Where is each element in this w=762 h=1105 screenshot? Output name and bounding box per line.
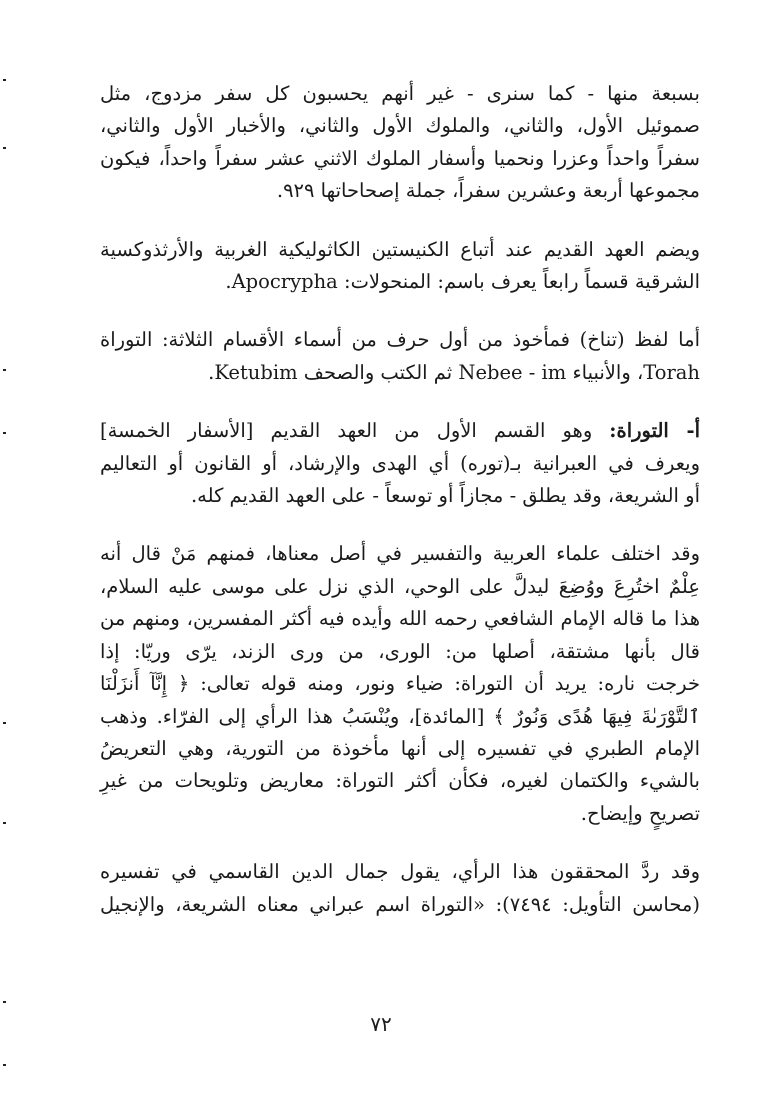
- text-line: الشرقية قسماً رابعاً يعرف باسم: المنحولات: Apocrypha.: [225, 270, 700, 294]
- text-line: (محاسن التأويل: ٧٤٩٤): «التوراة اسم عبراني معناه الشريعة، والإنجيل: [100, 892, 700, 916]
- paragraph-5: [100, 538, 700, 830]
- text-line: وقد ردَّ المحققون هذا الرأي، يقول جمال الدين القاسمي في تفسيره: [100, 860, 700, 884]
- paragraph-3: [100, 324, 700, 389]
- text-line: مجموعها أربعة وعشرين سفراً، جملة إصحاحاتها ٩٢٩.: [276, 179, 700, 203]
- text-line: بسبعة منها - كما سنرى - غير أنهم يحسبون كل سفر مزدوج، مثل: [100, 82, 700, 105]
- page-number: ٧٢: [370, 1012, 392, 1036]
- text-line: تصريحٍ وإيضاح.: [580, 801, 700, 825]
- text-line: ويضم العهد القديم عند أتباع الكنيستين الكاثوليكية الغربية والأرثذوكسية: [100, 237, 700, 261]
- text-line: وهو القسم الأول من العهد القديم [الأسفار الخمسة]: [100, 419, 610, 443]
- margin-mark: [3, 722, 6, 724]
- text-line-with-heading: [100, 415, 700, 447]
- margin-mark: [3, 147, 6, 149]
- margin-mark: [3, 822, 6, 824]
- margin-mark: [3, 432, 6, 434]
- text-line: هذا ما قاله الإمام الشافعي رحمه الله وأيده فيه أكثر المفسرين، ومنهم من: [100, 607, 700, 631]
- text-line: ٱلتَّوْرَىٰةَ فِيهَا هُدًى وَنُورٌ ﴾ [المائدة]، ويُنْسَبُ هذا الرأي إلى الفرّاء. وذهب: [100, 704, 700, 728]
- margin-mark: [3, 1064, 6, 1066]
- text-line: الإمام الطبري في تفسيره إلى أنها مأخوذة من التورية، وهي التعريضُ: [100, 736, 700, 760]
- text-line: سفراً واحداً وعزرا ونحميا وأسفار الملوك الاثني عشر سفراً واحداً، فيكون: [100, 146, 700, 170]
- margin-mark: [3, 79, 6, 81]
- text-line: ويعرف في العبرانية بـ(توره) أي الهدى والإرشاد، أو القانون أو التعاليم: [100, 451, 700, 475]
- margin-mark: [3, 1001, 6, 1003]
- text-line: خرجت ناره: يريد أن التوراة: ضياء ونور، ومنه قوله تعالى: ﴿ إِنَّآ أَنزَلْنَا: [100, 672, 700, 696]
- text-line: أو الشريعة، وقد يطلق - مجازاً أو توسعاً - على العهد القديم كله.: [190, 484, 700, 508]
- text-line: أما لفظ (تناخ) فمأخوذ من أول حرف من أسماء الأقسام الثلاثة: التوراة: [100, 328, 700, 352]
- text-line: Torah، والأنبياء Nebee - im ثم الكتب والصحف Ketubim.: [208, 360, 700, 384]
- paragraph-2: [100, 234, 700, 299]
- section-heading: أ- التوراة:: [609, 419, 700, 443]
- text-line: صموئيل الأول، والثاني، والملوك الأول والثاني، والأخبار الأول والثاني،: [100, 114, 700, 138]
- text-line: قال بأنها مشتقة، أصلها من: الورى، من ورى الزند، يرّى وريّا: إذا: [100, 639, 700, 663]
- paragraph-4: [100, 415, 700, 512]
- margin-mark: [3, 369, 6, 371]
- paragraph-6: [100, 856, 700, 921]
- text-line: عِلْمٌ اختُرِعَ ووُضِعَ ليدلَّ على الوحي، الذي نزل على موسى عليه السلام،: [100, 574, 700, 598]
- text-line: وقد اختلف علماء العربية والتفسير في أصل معناها، فمنهم مَنْ قال أنه: [100, 542, 700, 566]
- paragraph-1: [100, 78, 700, 208]
- page-body: [100, 78, 700, 947]
- text-line: بالشيء والكتمان لغيره، فكأن أكثر التوراة: معاريض وتلويحات من غيرِ: [100, 769, 700, 793]
